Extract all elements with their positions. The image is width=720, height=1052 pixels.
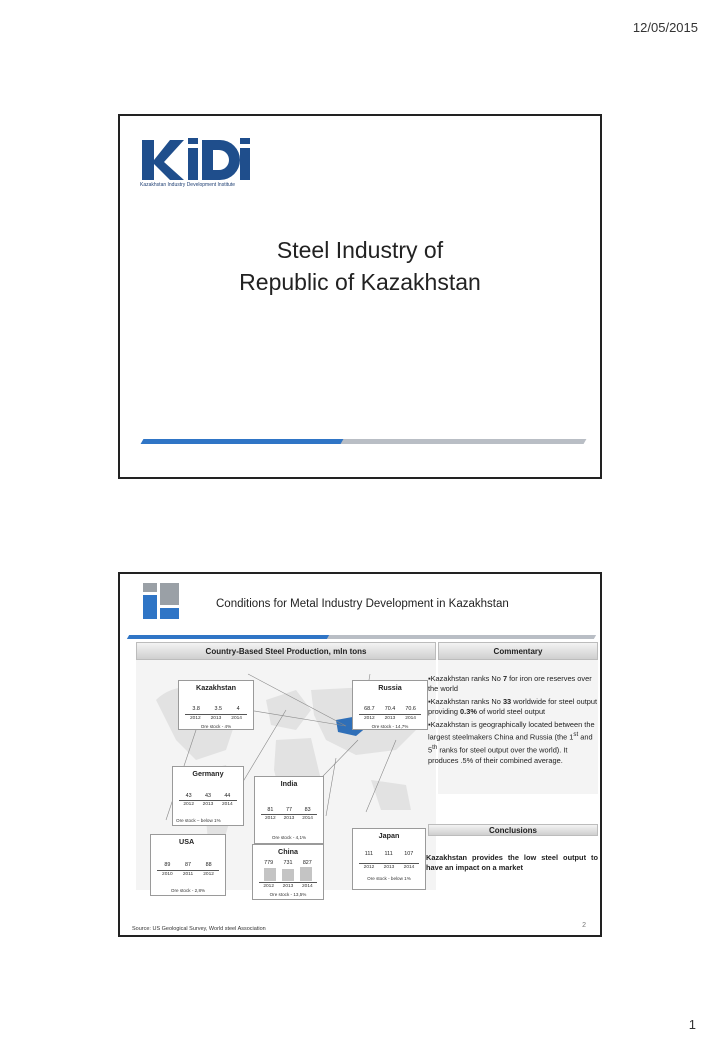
value: 827 [302, 860, 312, 866]
ore-stock: Ore stock - below 1% [367, 876, 411, 881]
value: 44 [224, 793, 231, 799]
ore-stock: Ore stock - 14,7% [371, 724, 409, 729]
conclusion-text: Kazakhstan provides the low steel output to have an impact on a market [426, 853, 598, 873]
year: 2013 [384, 716, 396, 721]
year: 2012 [363, 865, 375, 870]
value: 4 [236, 706, 240, 712]
ore-stock: Ore stock – below 1% [176, 818, 221, 823]
year: 2012 [189, 716, 201, 721]
year: 2013 [210, 716, 222, 721]
country-box-india [254, 776, 324, 844]
country-box-japan [352, 828, 426, 890]
value: 107 [404, 851, 414, 857]
country-box-russia [352, 680, 428, 730]
slide-conditions [118, 572, 602, 937]
decor-bar-gray [319, 635, 596, 639]
commentary-bullet-2: ▪Kazakhstan ranks No 33 worldwide for steel output providing 0.3% of world steel output [428, 696, 598, 717]
value: 88 [205, 862, 212, 868]
value: 77 [285, 807, 292, 813]
year: 2010 [162, 872, 173, 877]
ore-stock: Ore stock - 2,8% [170, 888, 206, 893]
commentary-header: Commentary [438, 642, 598, 660]
year: 2012 [183, 802, 194, 807]
value: 68.7 [364, 706, 375, 712]
kidi-mark-icon [142, 582, 180, 620]
slide-title [118, 114, 602, 479]
year: 2014 [405, 716, 416, 721]
china-bar [300, 867, 312, 881]
year: 2012 [263, 884, 274, 889]
country-box-china [252, 844, 324, 900]
decor-bar-blue [141, 439, 344, 444]
ore-stock: Ore stock - 4% [200, 724, 232, 729]
slide-main-title [120, 234, 600, 298]
country-box-kazakhstan [178, 680, 254, 730]
commentary-bullet-3: ▪Kazakhstan is geographically located between the largest steelmakers China and Russia (the 1st and 5th ranks for steel output over the world). It produces .5% of their combined average. [428, 719, 595, 765]
title-line-2: Republic of Kazakhstan [239, 269, 481, 295]
title-line-1: Steel Industry of [276, 237, 444, 263]
china-bar [264, 868, 276, 881]
year: 2014 [231, 716, 242, 721]
value: 70.4 [384, 706, 396, 712]
country-box-germany [172, 766, 244, 826]
year: 2012 [264, 816, 276, 821]
country-name: China [278, 847, 298, 856]
year: 2012 [363, 716, 375, 721]
china-bar [282, 869, 294, 881]
year: 2014 [302, 816, 313, 821]
value: 87 [184, 862, 191, 868]
year: 2014 [403, 865, 415, 870]
country-name: Japan [378, 831, 400, 840]
year: 2012 [203, 872, 214, 877]
production-header: Country-Based Steel Production, mln tons [136, 642, 436, 660]
year: 2013 [283, 816, 295, 821]
country-box-usa [150, 834, 226, 896]
slide-number: 2 [582, 922, 586, 929]
value: 70.6 [405, 706, 416, 712]
value: 731 [283, 860, 293, 866]
logo-subtitle: Kazakhstan Industry Development Institute [140, 182, 236, 188]
decor-bar-blue [127, 635, 329, 639]
value: 3.8 [192, 706, 200, 712]
value: 779 [264, 860, 274, 866]
value: 83 [304, 807, 311, 813]
year: 2014 [301, 884, 313, 889]
year: 2013 [202, 802, 214, 807]
source-note: Source: US Geological Survey, World steel Association [132, 926, 266, 932]
ore-stock: Ore stock - 13,5% [269, 892, 307, 897]
country-name: Kazakhstan [196, 683, 236, 692]
value: 111 [384, 851, 393, 857]
country-name: India [280, 779, 298, 788]
year: 2011 [182, 872, 194, 877]
decor-bar-gray [319, 439, 587, 444]
value: 43 [204, 793, 211, 799]
page-number: 1 [688, 1017, 696, 1032]
country-name: Russia [378, 683, 402, 692]
value: 111 [364, 851, 373, 857]
country-name: Germany [192, 769, 224, 778]
print-date: 12/05/2015 [632, 20, 698, 35]
conclusions-header: Conclusions [428, 824, 598, 836]
value: 3.5 [214, 706, 222, 712]
value: 81 [267, 807, 274, 813]
year: 2013 [383, 865, 395, 870]
slide-title-text: Conditions for Metal Industry Development in Kazakhstan [216, 598, 509, 610]
year: 2013 [282, 884, 294, 889]
china-bars [261, 867, 315, 881]
ore-stock: Ore stock - 4,1% [271, 835, 307, 840]
value: 43 [185, 793, 192, 799]
value: 89 [164, 862, 171, 868]
commentary-text [428, 674, 598, 768]
country-name: USA [179, 837, 195, 846]
commentary-bullet-1: ▪Kazakhstan ranks No 7 for iron ore reserves over the world [428, 674, 592, 694]
year: 2014 [221, 802, 233, 807]
